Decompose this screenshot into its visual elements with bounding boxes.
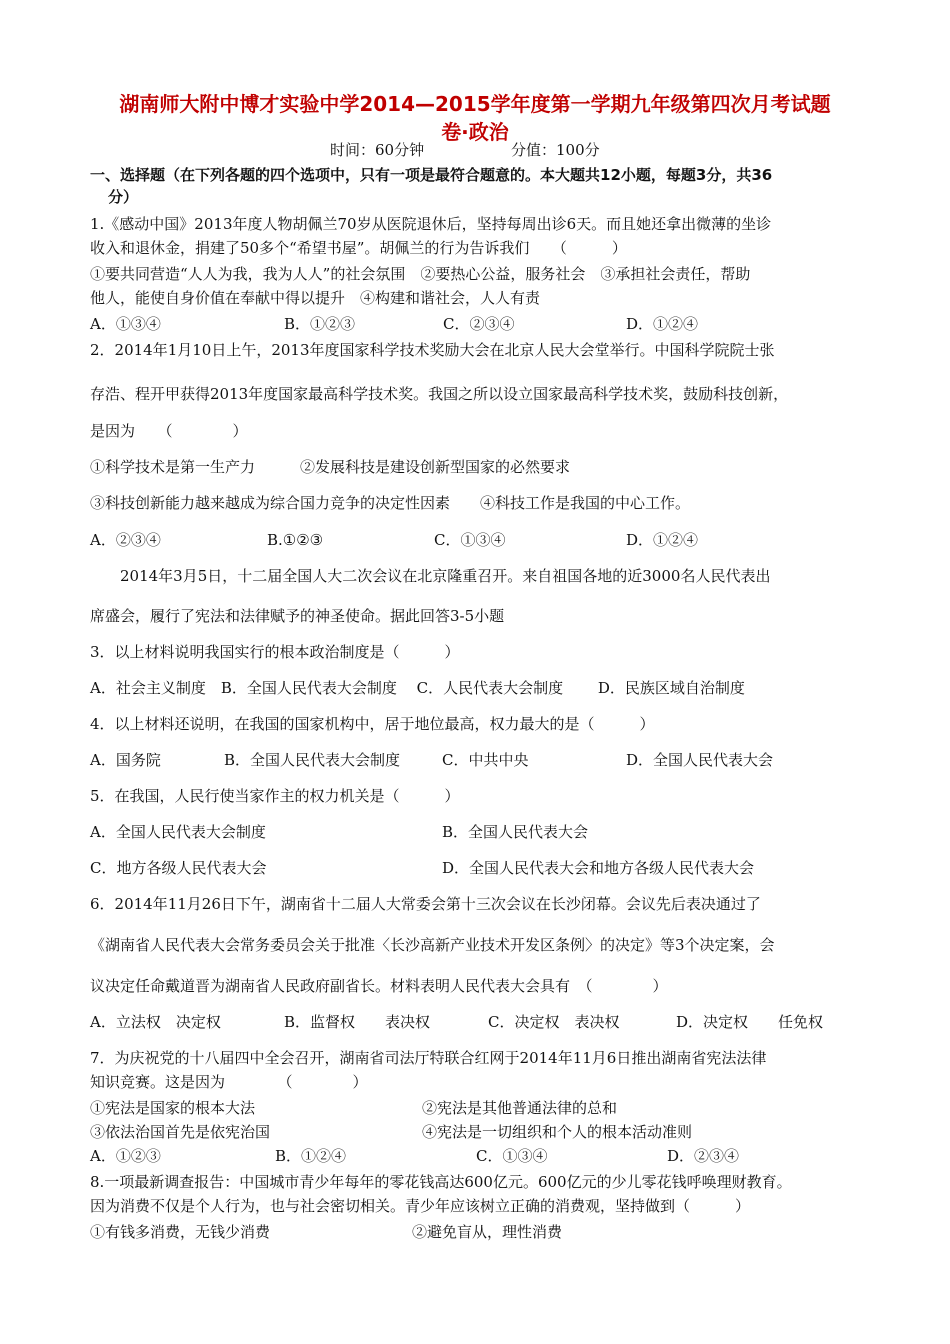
option-d: D．全国人民代表大会 xyxy=(626,751,774,769)
option-b: B．全国人民代表大会 xyxy=(442,823,589,841)
question-statements: ③科技创新能力越来越成为综合国力竞争的决定性因素 ④科技工作是我国的中心工作。 xyxy=(90,494,691,512)
question-stem: 议决定任命戴道晋为湖南省人民政府副省长。材料表明人民代表大会具有 （ ） xyxy=(90,977,668,995)
statement-2: ②宪法是其他普通法律的总和 xyxy=(422,1099,618,1117)
statement-1: ①有钱多消费，无钱少消费 xyxy=(90,1223,271,1241)
section-heading-cont: 分） xyxy=(108,188,139,206)
option-c: C．①③④ xyxy=(434,531,506,549)
option-d: D．决定权 任免权 xyxy=(676,1013,824,1031)
question-stem: 7．为庆祝党的十八届四中全会召开，湖南省司法厅特联合红网于2014年11月6日推出湖南省宪法法律 xyxy=(90,1049,767,1067)
option-c: C．决定权 表决权 xyxy=(488,1013,620,1031)
option-d: D．②③④ xyxy=(667,1147,740,1165)
question-stem: 存浩、程开甲获得2013年度国家最高科学技术奖。我国之所以设立国家最高科学技术奖，鼓励科技创新， xyxy=(90,385,789,403)
option-a: A．②③④ xyxy=(90,531,161,549)
question-statements: ①科学技术是第一生产力 ②发展科技是建设创新型国家的必然要求 xyxy=(90,458,571,476)
question-stem: 是因为 （ ） xyxy=(90,422,248,440)
question-stem: 因为消费不仅是个人行为，也与社会密切相关。青少年应该树立正确的消费观，坚持做到（ ） xyxy=(90,1197,751,1215)
question-stem: 收入和退休金，捐建了50多个“希望书屋”。胡佩兰的行为告诉我们 （ ） xyxy=(90,239,627,257)
option-a: A．立法权 决定权 xyxy=(90,1013,221,1031)
option-c: C．①③④ xyxy=(476,1147,548,1165)
section-heading: 一、选择题（在下列各题的四个选项中，只有一项是最符合题意的。本大题共12小题，每题3分，共36 xyxy=(90,166,773,184)
question-stem: 6．2014年11月26日下午，湖南省十二届人大常委会第十三次会议在长沙闭幕。会议先后表决通过了 xyxy=(90,895,761,913)
option-b: B．①②④ xyxy=(275,1147,347,1165)
material-text: 席盛会，履行了宪法和法律赋予的神圣使命。据此回答3-5小题 xyxy=(90,607,505,625)
option-a: A．国务院 xyxy=(90,751,161,769)
question-stem: 《湖南省人民代表大会常务委员会关于批准〈长沙高新产业技术开发区条例〉的决定》等3个决定案，会 xyxy=(90,936,775,954)
option-c: C．中共中央 xyxy=(442,751,529,769)
statement-2: ②避免盲从，理性消费 xyxy=(412,1223,563,1241)
question-stem: 2．2014年1月10日上午，2013年度国家科学技术奖励大会在北京人民大会堂举行。中国科学院院士张 xyxy=(90,341,775,359)
option-d: D．①②④ xyxy=(626,531,699,549)
option-c: C．地方各级人民代表大会 xyxy=(90,859,267,877)
statement-3: ③依法治国首先是依宪治国 xyxy=(90,1123,271,1141)
exam-score: 分值：100分 xyxy=(511,141,600,159)
material-text: 2014年3月5日，十二届全国人大二次会议在北京隆重召开。来自祖国各地的近3000名人民代表出 xyxy=(120,567,771,585)
question-stem: 3．以上材料说明我国实行的根本政治制度是（ ） xyxy=(90,643,460,661)
exam-title-line2: 卷·政治 xyxy=(441,120,509,144)
option-c: C．②③④ xyxy=(443,315,515,333)
question-stem: 4．以上材料还说明，在我国的国家机构中，居于地位最高，权力最大的是（ ） xyxy=(90,715,655,733)
option-a: A．①②③ xyxy=(90,1147,161,1165)
statement-1: ①宪法是国家的根本大法 xyxy=(90,1099,256,1117)
option-a: A．①③④ xyxy=(90,315,161,333)
option-b: B．全国人民代表大会制度 xyxy=(224,751,401,769)
question-options: A．社会主义制度 B．全国人民代表大会制度 C．人民代表大会制度 D．民族区域自治制度 xyxy=(90,679,745,697)
question-stem: 知识竞赛。这是因为 （ ） xyxy=(90,1073,368,1091)
option-b: B．①②③ xyxy=(284,315,356,333)
question-statements: 他人，能使自身价值在奉献中得以提升 ④构建和谐社会，人人有责 xyxy=(90,289,541,307)
option-b: B.①②③ xyxy=(267,531,324,549)
option-d: D．①②④ xyxy=(626,315,699,333)
option-b: B．监督权 表决权 xyxy=(284,1013,431,1031)
statement-4: ④宪法是一切组织和个人的根本活动准则 xyxy=(422,1123,693,1141)
question-stem: 1.《感动中国》2013年度人物胡佩兰70岁从医院退休后，坚持每周出诊6天。而且她还拿出微薄的坐诊 xyxy=(90,215,772,233)
exam-title-line1: 湖南师大附中博才实验中学2014—2015学年度第一学期九年级第四次月考试题 xyxy=(119,92,831,116)
question-stem: 5．在我国，人民行使当家作主的权力机关是（ ） xyxy=(90,787,460,805)
question-stem: 8.一项最新调查报告：中国城市青少年每年的零花钱高达600亿元。600亿元的少儿零花钱呼唤理财教育。 xyxy=(90,1173,792,1191)
option-d: D．全国人民代表大会和地方各级人民代表大会 xyxy=(442,859,755,877)
question-statements: ①要共同营造“人人为我，我为人人”的社会氛围 ②要热心公益，服务社会 ③承担社会责任，帮助 xyxy=(90,265,751,283)
option-a: A．全国人民代表大会制度 xyxy=(90,823,266,841)
exam-time: 时间：60分钟 xyxy=(330,141,425,159)
